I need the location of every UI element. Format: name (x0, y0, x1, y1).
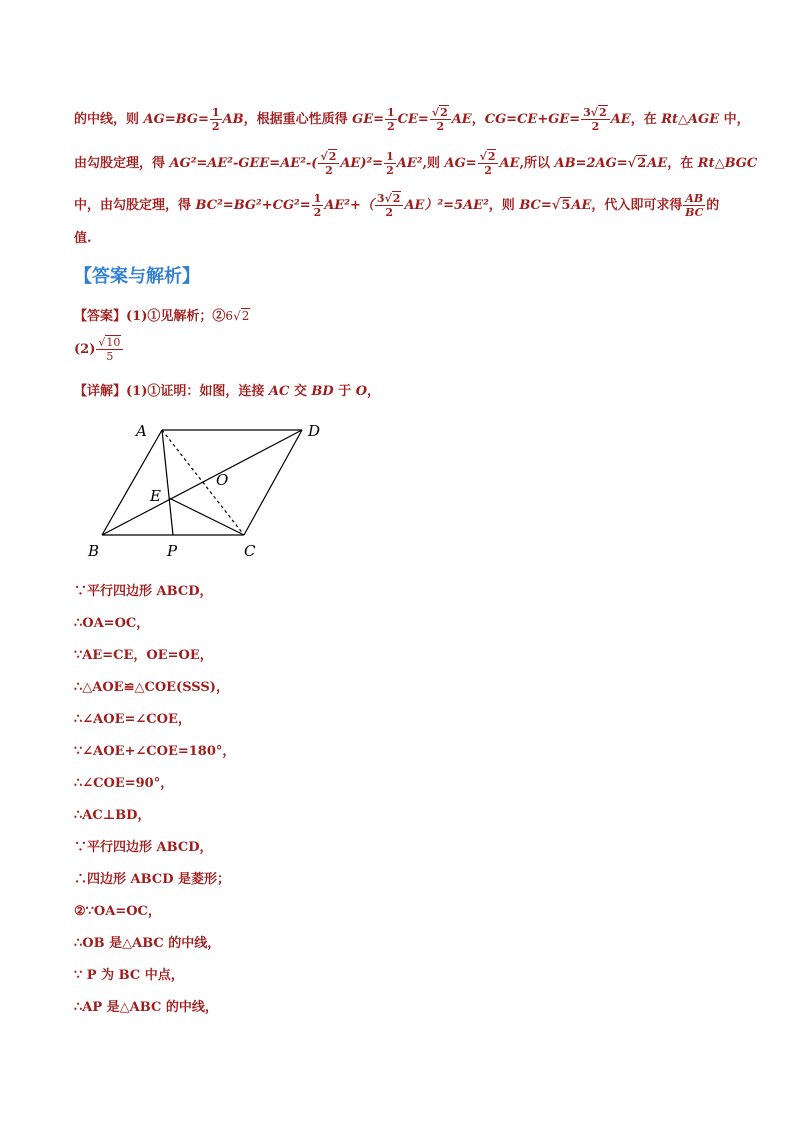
proof-step: ∴△AOE≌△COE(SSS)， (74, 680, 229, 695)
detail-text: 交 (289, 384, 312, 399)
fraction-half: $\frac{1}{2}$ (386, 150, 394, 177)
answer-line-2 (74, 336, 124, 363)
label-p: P (167, 542, 178, 560)
hint-text: 的 (706, 198, 720, 213)
hint-text: 中，由勾股定理，得 (74, 198, 196, 213)
hint-line-1 (74, 106, 750, 133)
sqrt-5: 5 (561, 198, 571, 213)
hint-math: AG²=AE²-GEE=AE²-( (169, 156, 318, 171)
detail-text: ， (367, 384, 381, 399)
hint-math: AE²+（ (324, 198, 374, 213)
hint-math: AE (451, 112, 472, 127)
fraction-sqrt2-over-2: $\frac{√2}{2}$ (318, 150, 339, 177)
label-e: E (150, 487, 161, 505)
segment-ce (169, 498, 244, 535)
fraction-half: $\frac{1}{2}$ (387, 106, 395, 133)
hint-math: AG= (444, 156, 477, 171)
fraction-sqrt2-over-2: $\frac{√2}{2}$ (430, 106, 451, 133)
hint-math: CE= (397, 112, 429, 127)
proof-step: ∵平行四边形 ABCD， (74, 584, 213, 599)
proof-step: ∴AC⊥BD， (74, 808, 151, 823)
hint-math: AE)²= (340, 156, 384, 171)
proof-step: ②∵OA=OC， (74, 904, 161, 919)
hint-text: ,所以 (519, 156, 555, 171)
hint-line-3: 中，由勾股定理，得 BC²=BG²+CG²= $\frac{1}{2}$ AE²+（ $\frac{3√2}{2}$ AE）²=5AE²，则 BC=√5AE，代入即可求得 $\frac{AB}{BC}$ 的 (74, 192, 720, 219)
fraction-half: $\frac{1}{2}$ (313, 192, 322, 219)
detail-line (74, 380, 380, 399)
fraction-half: $\frac{1}{2}$ (211, 106, 220, 133)
answer-label: 【答案】 (74, 309, 127, 324)
proof-step: ∴AP 是△ABC 的中线， (74, 1000, 218, 1015)
hint-text: ,则 (422, 156, 445, 171)
detail-math: BD (311, 384, 334, 399)
proof-step: ∴∠COE=90°， (74, 776, 174, 791)
proof-step: ∵ P 为 BC 中点， (74, 968, 184, 983)
hint-text: ，在 (667, 156, 698, 171)
label-a: A (136, 422, 147, 440)
hint-math: AE² (396, 156, 423, 171)
label-o: O (216, 471, 229, 489)
fraction-3sqrt2-over-2: $\frac{3√2}{2}$ (375, 192, 404, 219)
hint-math: AE (610, 112, 631, 127)
hint-math: Rt△AGE (661, 112, 720, 127)
segment-ap (162, 430, 173, 535)
fraction-sqrt2-over-2: $\frac{√2}{2}$ (478, 150, 499, 177)
hint-math: CG=CE+GE= (484, 112, 581, 127)
answer-value: 6√2 (225, 309, 250, 323)
segment-ac-dashed (162, 430, 244, 535)
hint-math: AE (571, 198, 592, 213)
hint-math: BC= (519, 198, 552, 213)
hint-text: ，根据重心性质得 (243, 112, 353, 127)
hint-text: ，在 (630, 112, 662, 127)
label-d: D (308, 422, 321, 440)
fraction-sqrt10-over-5: $\frac{√10}{5}$ (96, 336, 123, 363)
detail-text: 于 (333, 384, 356, 399)
answer-line-1 (74, 305, 250, 324)
hint-line-4: 值. (74, 231, 92, 246)
hint-math: AG=BG= (143, 112, 209, 127)
detail-label: 【详解】 (74, 384, 127, 399)
parallelogram-diagram (84, 414, 344, 564)
label-c: C (244, 542, 256, 560)
hint-text: 由勾股定理，得 (74, 156, 170, 171)
hint-math: AB=2AG= (554, 156, 628, 171)
hint-math: Rt△BGC (697, 156, 758, 171)
answer-part-1: (1) (126, 309, 148, 324)
fraction-ab-over-bc: $\frac{AB}{BC}$ (685, 192, 704, 219)
fraction-3sqrt2-over-2: $\frac{3√2}{2}$ (581, 106, 610, 133)
proof-step: ∴OA=OC， (74, 616, 150, 631)
hint-math: BC²=BG²+CG²= (195, 198, 311, 213)
proof-step: ∴OB 是△ABC 的中线， (74, 936, 221, 951)
detail-math: AC (268, 384, 290, 399)
hint-text: ， (471, 112, 485, 127)
hint-math: AE）²=5AE² (404, 198, 489, 213)
hint-math: AE (499, 156, 520, 171)
circled-1: ① (147, 309, 161, 324)
hint-math: GE= (352, 112, 385, 127)
circled-2: ② (212, 309, 226, 324)
detail-math: O (355, 384, 368, 399)
label-b: B (88, 542, 100, 560)
hint-line-2: 由勾股定理，得 AG²=AE²-GEE=AE²-( $\frac{√2}{2}$ AE)²= $\frac{1}{2}$ AE²,则 AG= $\frac{√2}{2}$ AE,所以 AB=2AG=√2AE，在 Rt△BGC (74, 150, 758, 177)
proof-step: ∵∠AOE+∠COE=180°， (74, 744, 236, 759)
hint-math: AE (647, 156, 668, 171)
proof-step: ∵平行四边形 ABCD， (74, 840, 213, 855)
proof-step: ∵AE=CE，OE=OE， (74, 648, 213, 663)
section-heading: 【答案与解析】 (74, 266, 200, 287)
proof-step: ∴四边形 ABCD 是菱形； (74, 872, 230, 887)
hint-math: AB (222, 112, 244, 127)
hint-text: ，则 (488, 198, 520, 213)
hint-text: 的中线，则 (74, 112, 144, 127)
answer-text: 见解析； (160, 309, 213, 324)
hint-text: ，代入即可求得 (591, 198, 683, 213)
detail-text: (1)①证明：如图，连接 (126, 384, 269, 399)
sqrt-2: 2 (637, 156, 647, 171)
answer-part-2: (2) (74, 342, 96, 357)
proof-step: ∴∠AOE=∠COE， (74, 712, 191, 727)
hint-text: 中， (719, 112, 750, 127)
